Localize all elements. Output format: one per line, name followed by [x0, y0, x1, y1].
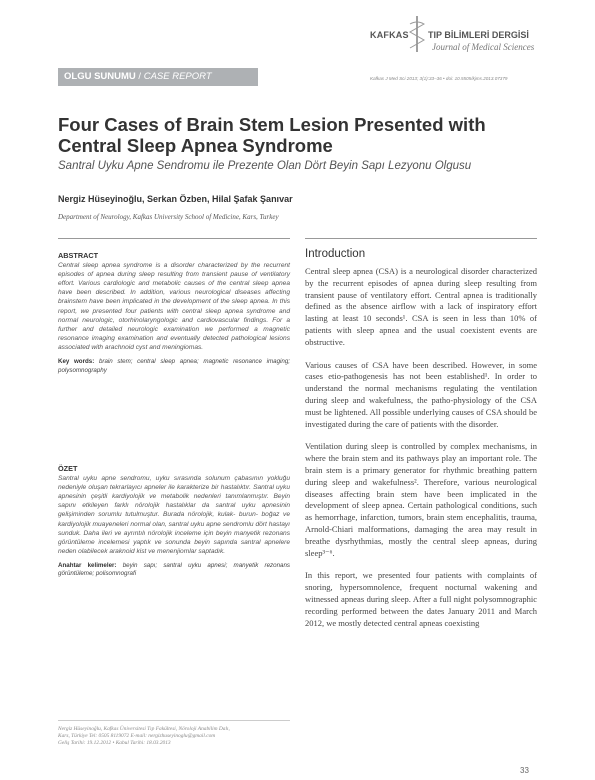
journal-subtitle: Journal of Medical Sciences [432, 42, 535, 52]
article-subtitle: Santral Uyku Apne Sendromu ile Prezente Olan Dört Beyin Sapı Lezyonu Olgusu [58, 160, 472, 172]
affiliation: Department of Neurology, Kafkas University School of Medicine, Kars, Turkey [58, 213, 279, 221]
section-separator: / [138, 71, 144, 82]
keywords-text: brain stem; central sleep apnea; magnetic resonance imaging; polysomnography [58, 358, 290, 374]
ozet-keywords [58, 562, 290, 579]
footnote-divider [58, 720, 290, 721]
section-tr: OLGU SUNUMU [64, 71, 136, 82]
ozet-block [58, 464, 290, 579]
citation: Kafkas J Med Sci 2013; 3(1):33–36 • doi: 10.5505/kjms.2013.07379 [370, 76, 508, 81]
footnote-line2: Kars, Türkiye Tel: 0505 8119072 E-mail: nergizhuseyinoglu@gmail.com [58, 733, 216, 739]
ozet-heading: ÖZET [58, 464, 78, 473]
abstract-keywords [58, 358, 290, 375]
section-en: CASE REPORT [143, 71, 212, 82]
page-number: 33 [520, 766, 529, 775]
divider-right [305, 238, 537, 239]
intro-paragraph-4: In this report, we presented four patients with complaints of snoring, hypersomnolence, frequent nocturnal wakening and witnessed apneas during sleep. After a full night polysomnographic recording performed between the dates January 2011 and March 2012, we mostly detected central apneas coexisting [305, 570, 537, 628]
anahtar-label: Anahtar kelimeler: [58, 561, 117, 569]
journal-name-right: TIP BİLİMLERİ DERGİSİ [428, 30, 529, 40]
intro-paragraph-1: Central sleep apnea (CSA) is a neurological disorder characterized by the recurrent episodes of apnea during sleep resulting from transient pause of ventilatory effort. Central apnea is traditionally defined as the absence airflow with a lack of inspiratory effort lasting at least 10 seconds¹. CSA is seen in less than 10% of patients with sleep apnea and the usual coexistent events are obstructive. [305, 266, 537, 347]
footnote-line3: Geliş Tarihi: 19.12.2012 • Kabul Tarihi: 18.03.2013 [58, 740, 171, 746]
divider-left [58, 238, 290, 239]
journal-name-left: KAFKAS [370, 30, 409, 40]
abstract-block [58, 251, 290, 375]
footnote-line1: Nergiz Hüseyinoğlu, Kafkas Üniversitesi Tıp Fakültesi, Nöroloji Anabilim Dalı, [58, 726, 230, 732]
article-title: Four Cases of Brain Stem Lesion Presented with Central Sleep Apnea Syndrome [58, 114, 486, 156]
authors: Nergiz Hüseyinoğlu, Serkan Özben, Hilal Şafak Şanıvar [58, 194, 293, 204]
introduction-heading: Introduction [305, 248, 366, 260]
abstract-text: Central sleep apnea syndrome is a disorder characterized by the recurrent episodes of apnea during sleep resulting from transient pause of ventilatory effort. Various cardiologic and metabolic causes of the central sleep apnea have been described. In addition, various neurological diseases affecting brainstem have been implicated in the development of the sleep apnea. In this report, we presented four patients with central sleep apnea syndrome and normal neurologic, otorhinolaryngologic and cardiovascular findings. For a further and detailed neurologic examination we performed a magnetic resonance imaging examination and eventually detected pathological lesions associated with arachnoid cyst and meningiomas. [58, 262, 290, 351]
ozet-text: Santral uyku apne sendromu, uyku sırasında solunum çabasının yokluğu nedeniyle oluşan tekrarlayıcı apneler ile karakterize bir hastalıktır. Santral uyku apnesinin çeşitli kardiyolojik ve metabolik nedenleri tanımlanmıştır. Beyin sapını etkileyen farklı nörolojik hastalıklar da santral uyku apnesinin gelişiminden sorumlu tutulmuştur. Burada nörolojik, kulak- burun- boğaz ve kardiyolojik muayeneleri normal olan, santral uyku apne sendromlu dört hastayı sunduk. Daha ileri ve ayrıntılı nörolojik inceleme için beyin manyetik rezonans görüntüleme incelemesi yaptık ve sonunda beyin sapında santral apnelere neden olabilecek araknoid kist ve menenjiomlar saptadık. [58, 475, 290, 555]
keywords-label: Key words: [58, 358, 95, 366]
intro-paragraph-3: Ventilation during sleep is controlled by complex mechanisms, in where the brain stem and its pathways play an important role. The brain stem is a primary generator for rhythmic breathing pattern during sleep and wakefulness². Therefore, various neurological diseases affecting brain stem have been implicated in the development of sleep apnea. Certain pathological conditions, such as hemorrhage, infarction, tumors, brain stem encephalitis, trauma, Arnold-Chiari malformations, damaging the area may result in breathe dysrhythmias, mostly the central sleep apneas, during sleep³⁻⁶. [305, 441, 537, 558]
abstract-heading: ABSTRACT [58, 251, 99, 260]
introduction-body [305, 266, 537, 640]
anahtar-text: beyin sapı; santral uyku apnesi; manyetik rezonans görüntüleme; polisomnografi [58, 561, 290, 578]
journal-logo [370, 14, 570, 74]
intro-paragraph-2: Various causes of CSA have been described. However, in some cases etio-pathogenesis has not been established¹. In order to understand the normal mechanisms regulating the ventilation during sleep and wakefulness, the patho-physiology of the CSA must be lightened. All possible underlying causes of CSA should be investigated during the care of patients with the disorder. [305, 359, 537, 429]
section-band [58, 68, 258, 86]
footnote [58, 726, 290, 747]
